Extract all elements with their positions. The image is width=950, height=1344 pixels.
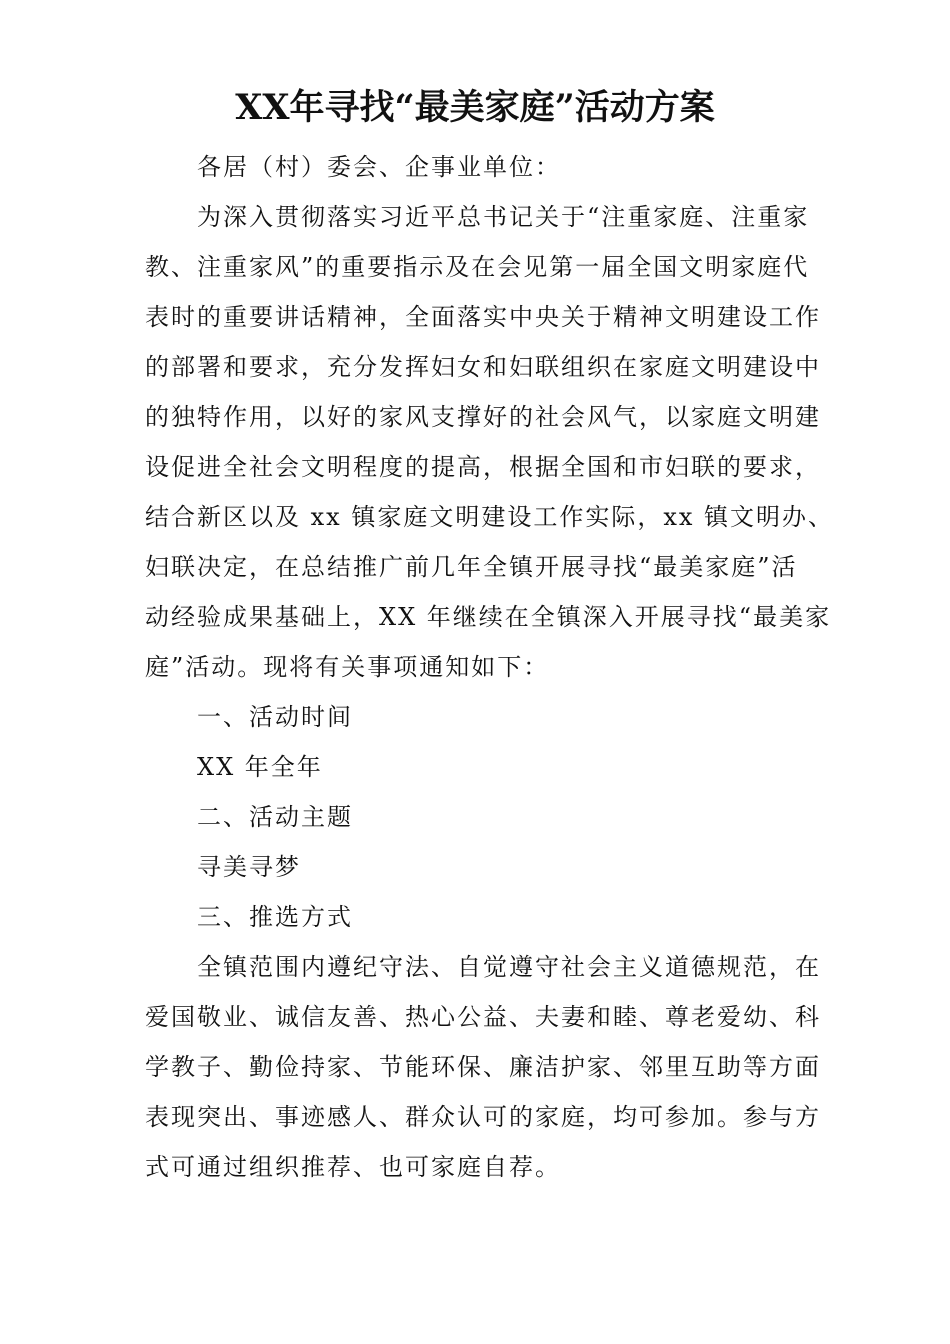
intro-line: 的部署和要求，充分发挥妇女和妇联组织在家庭文明建设中 [145,353,821,381]
intro-line: 的独特作用，以好的家风支撑好的社会风气，以家庭文明建 [145,403,821,431]
selection-line: 学教子、勤俭持家、节能环保、廉洁护家、邻里互助等方面 [145,1053,821,1081]
document-body [145,142,835,1192]
document-title: XX年寻找“最美家庭”活动方案 [235,87,715,128]
section-heading-selection: 三、推选方式 [197,903,353,931]
salutation: 各居（村）委会、企事业单位： [197,153,561,181]
intro-line: 为深入贯彻落实习近平总书记关于“注重家庭、注重家 [197,203,810,231]
intro-line: 表时的重要讲话精神，全面落实中央关于精神文明建设工作 [145,303,821,331]
selection-line: 全镇范围内遵纪守法、自觉遵守社会主义道德规范，在 [197,953,821,981]
intro-paragraph [145,192,835,692]
section-heading-time: 一、活动时间 [197,703,353,731]
selection-line: 式可通过组织推荐、也可家庭自荐。 [145,1153,561,1181]
section-body-theme: 寻美寻梦 [197,853,301,881]
intro-line: 动经验成果基础上，XX 年继续在全镇深入开展寻找“最美家 [145,603,832,631]
selection-paragraph [145,942,821,1192]
intro-line: 设促进全社会文明程度的提高，根据全国和市妇联的要求， [145,453,821,481]
selection-line: 表现突出、事迹感人、群众认可的家庭，均可参加。参与方 [145,1103,821,1131]
intro-line: 庭”活动。现将有关事项通知如下： [145,653,550,681]
section-heading-theme: 二、活动主题 [197,803,353,831]
selection-line: 爱国敬业、诚信友善、热心公益、夫妻和睦、尊老爱幼、科 [145,1003,821,1031]
intro-line: 妇联决定，在总结推广前几年全镇开展寻找“最美家庭”活 [145,553,798,581]
section-body-time: XX 年全年 [197,753,323,781]
intro-line: 教、注重家风”的重要指示及在会见第一届全国文明家庭代 [145,253,810,281]
intro-line: 结合新区以及 xx 镇家庭文明建设工作实际，xx 镇文明办、 [145,503,835,531]
